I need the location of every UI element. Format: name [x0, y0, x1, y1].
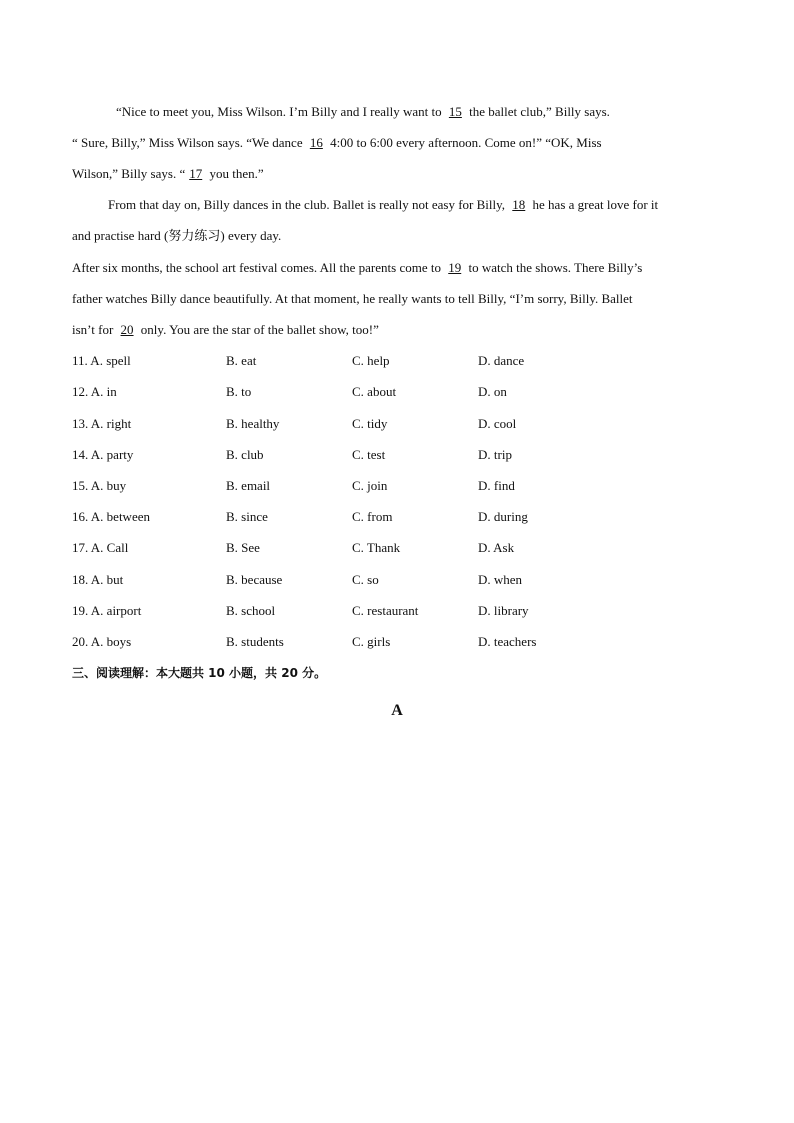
question-row-11: [72, 351, 722, 371]
option-d: D. when: [478, 572, 523, 587]
question-row-14: [72, 445, 722, 465]
passage-line: [72, 164, 264, 184]
passage-line: [72, 133, 602, 153]
option-b: B. See: [226, 540, 260, 555]
passage-line: [72, 320, 379, 340]
option-c: C. so: [352, 572, 379, 587]
passage-line: and practise hard (努力练习) every day.: [72, 228, 282, 243]
question-row-20: [72, 632, 722, 652]
question-row-15: [72, 476, 722, 496]
passage-text: “Nice to meet you, Miss Wilson. I’m Billy and I really want to: [116, 104, 445, 119]
option-a: 15. A. buy: [72, 478, 127, 493]
option-d: D. find: [478, 478, 515, 493]
option-b: B. club: [226, 447, 264, 462]
option-d: D. dance: [478, 353, 525, 368]
option-c: C. restaurant: [352, 603, 419, 618]
option-a: 20. A. boys: [72, 634, 132, 649]
option-d: D. cool: [478, 416, 517, 431]
section-heading: 三、阅读理解：本大题共 10 小题，共 20 分。: [72, 666, 327, 680]
option-a: 19. A. airport: [72, 603, 142, 618]
option-d: D. trip: [478, 447, 512, 462]
option-b: B. eat: [226, 353, 257, 368]
option-d: D. teachers: [478, 634, 537, 649]
passage-line: [108, 195, 658, 215]
passage-text: 4:00 to 6:00 every afternoon. Come on!” “OK, Miss: [326, 135, 602, 150]
option-c: C. Thank: [352, 540, 401, 555]
option-d: D. Ask: [478, 540, 515, 555]
passage-text: Wilson,” Billy says. “: [72, 166, 186, 181]
option-c: C. girls: [352, 634, 391, 649]
option-d: D. during: [478, 509, 528, 524]
option-d: D. library: [478, 603, 529, 618]
question-row-12: [72, 382, 722, 402]
passage-text: After six months, the school art festival comes. All the parents come to: [72, 260, 445, 275]
option-a: 17. A. Call: [72, 540, 129, 555]
passage-text: only. You are the star of the ballet show, too!”: [137, 322, 379, 337]
passage-line: father watches Billy dance beautifully. At that moment, he really wants to tell Billy, “I’m sorry, Billy. Ballet: [72, 291, 633, 306]
option-a: 13. A. right: [72, 416, 132, 431]
passage-text: the ballet club,” Billy says.: [465, 104, 610, 119]
option-b: B. to: [226, 384, 252, 399]
passage-text: to watch the shows. There Billy’s: [465, 260, 643, 275]
option-a: 14. A. party: [72, 447, 134, 462]
option-b: B. healthy: [226, 416, 280, 431]
option-a: 12. A. in: [72, 384, 117, 399]
question-row-17: [72, 538, 722, 558]
option-b: B. students: [226, 634, 284, 649]
blank-15: 15: [448, 104, 462, 119]
option-c: C. join: [352, 478, 388, 493]
option-c: C. from: [352, 509, 393, 524]
option-a: 11. A. spell: [72, 353, 131, 368]
option-b: B. school: [226, 603, 276, 618]
question-row-19: [72, 601, 722, 621]
passage-text: you then.”: [206, 166, 264, 181]
blank-20: 20: [120, 322, 134, 337]
option-b: B. since: [226, 509, 268, 524]
passage-text: “ Sure, Billy,” Miss Wilson says. “We dance: [72, 135, 306, 150]
passage-text: isn’t for: [72, 322, 117, 337]
option-b: B. email: [226, 478, 271, 493]
question-row-16: [72, 507, 722, 527]
passage-line: [72, 258, 642, 278]
option-c: C. help: [352, 353, 390, 368]
option-c: C. tidy: [352, 416, 388, 431]
blank-16: 16: [309, 135, 323, 150]
option-b: B. because: [226, 572, 283, 587]
passage-line: [116, 102, 610, 122]
passage-text: he has a great love for it: [529, 197, 659, 212]
question-row-18: [72, 570, 722, 590]
option-a: 16. A. between: [72, 509, 150, 524]
blank-18: 18: [512, 197, 526, 212]
option-c: C. about: [352, 384, 397, 399]
option-c: C. test: [352, 447, 386, 462]
blank-19: 19: [448, 260, 462, 275]
option-d: D. on: [478, 384, 507, 399]
option-a: 18. A. but: [72, 572, 124, 587]
passage-text: From that day on, Billy dances in the club. Ballet is really not easy for Billy,: [108, 197, 509, 212]
part-label: A: [391, 702, 403, 719]
blank-17: 17: [189, 166, 203, 181]
question-row-13: [72, 414, 722, 434]
